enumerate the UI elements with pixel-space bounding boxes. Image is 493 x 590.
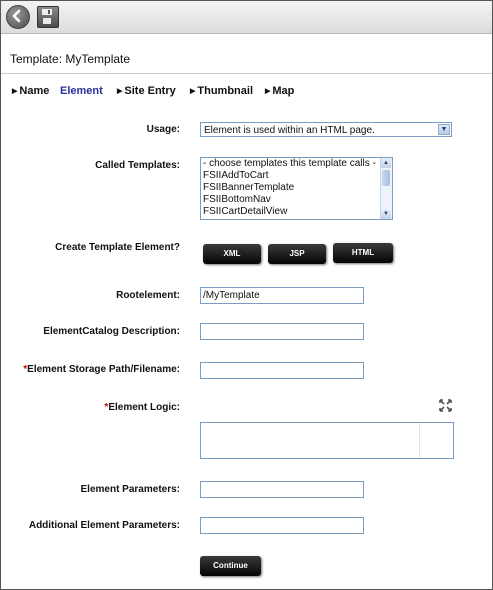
scrollbar-thumb[interactable] <box>382 170 390 186</box>
tab-label: Site Entry <box>124 85 176 97</box>
tab-site-entry[interactable] <box>117 85 176 97</box>
storage-path-label <box>23 364 180 375</box>
catalog-description-input[interactable] <box>200 323 364 340</box>
additional-parameters-label: Additional Element Parameters: <box>28 520 180 531</box>
rootelement-label: Rootelement: <box>116 290 180 301</box>
list-item[interactable]: FSIIAddToCart <box>203 170 269 181</box>
required-marker: * <box>104 402 109 413</box>
tab-arrow-icon: ▶ <box>117 88 123 95</box>
xml-button[interactable]: XML <box>203 244 261 264</box>
usage-select[interactable] <box>200 122 452 137</box>
tab-label: Thumbnail <box>197 85 253 97</box>
expand-icon <box>439 399 452 412</box>
html-button[interactable]: HTML <box>333 243 393 263</box>
element-parameters-input[interactable] <box>200 481 364 498</box>
back-button[interactable] <box>6 5 30 29</box>
list-item[interactable]: - choose templates this template calls - <box>203 158 376 169</box>
tab-label: Map <box>272 85 295 97</box>
toolbar <box>1 1 492 34</box>
tab-label: Name <box>19 85 50 97</box>
usage-selected-value: Element is used within an HTML page. <box>204 125 375 136</box>
tab-arrow-icon: ▶ <box>265 88 271 95</box>
called-templates-label: Called Templates: <box>95 160 180 171</box>
storage-path-input[interactable] <box>200 362 364 379</box>
called-templates-listbox[interactable] <box>200 157 393 220</box>
scroll-up-icon[interactable]: ▲ <box>381 158 391 168</box>
tab-arrow-icon: ▶ <box>12 88 18 95</box>
list-item[interactable]: FSIIBottomNav <box>203 194 271 205</box>
element-parameters-label: Element Parameters: <box>80 484 180 495</box>
element-logic-label <box>104 402 180 413</box>
back-arrow-icon <box>6 5 28 27</box>
tab-label: Element <box>60 85 103 97</box>
chevron-down-icon[interactable]: ▼ <box>438 124 450 135</box>
title-divider <box>1 73 492 74</box>
tab-element[interactable] <box>60 85 103 97</box>
tab-map[interactable] <box>265 85 294 97</box>
save-disk-icon <box>37 6 57 26</box>
save-button[interactable] <box>37 6 59 28</box>
catalog-description-label: ElementCatalog Description: <box>43 326 180 337</box>
element-logic-textarea[interactable] <box>200 422 454 459</box>
tab-thumbnail[interactable] <box>190 85 253 97</box>
continue-button[interactable]: Continue <box>200 556 261 576</box>
page-title: Template: MyTemplate <box>10 52 131 66</box>
rootelement-input[interactable]: /MyTemplate <box>200 287 364 304</box>
storage-path-label-text: Element Storage Path/Filename: <box>27 364 180 375</box>
listbox-scrollbar[interactable] <box>380 158 392 219</box>
scroll-down-icon[interactable]: ▼ <box>381 209 391 219</box>
list-item[interactable]: FSIICartDetailView <box>203 206 288 217</box>
list-item[interactable]: FSIIBannerTemplate <box>203 182 295 193</box>
additional-parameters-input[interactable] <box>200 517 364 534</box>
tab-arrow-icon: ▶ <box>190 88 196 95</box>
usage-label: Usage: <box>146 124 180 135</box>
create-element-label: Create Template Element? <box>55 242 180 253</box>
element-logic-label-text: Element Logic: <box>108 402 180 413</box>
jsp-button[interactable]: JSP <box>268 244 326 264</box>
tab-name[interactable] <box>12 85 49 97</box>
expand-button[interactable] <box>439 399 452 412</box>
textarea-scrollbar[interactable] <box>419 423 453 458</box>
required-marker: * <box>23 364 28 375</box>
